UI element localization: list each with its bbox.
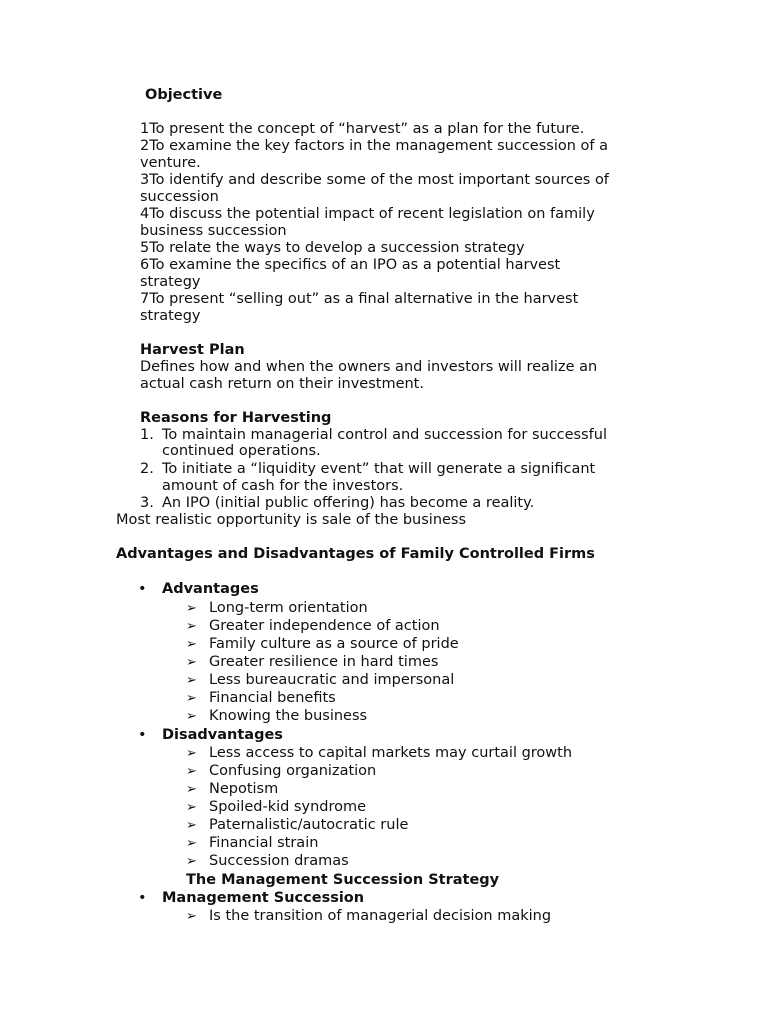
objective-line: 2To examine the key factors in the management succession of a bbox=[140, 138, 609, 154]
objective-line: venture. bbox=[140, 155, 201, 171]
harvest-plan-line: actual cash return on their investment. bbox=[140, 376, 424, 392]
bullet-icon: • bbox=[138, 581, 147, 597]
arrow-bullet-icon: ➢ bbox=[186, 655, 197, 670]
arrow-bullet-icon: ➢ bbox=[186, 909, 197, 924]
advantage-item: Knowing the business bbox=[209, 708, 368, 724]
objective-line: 6To examine the specifics of an IPO as a potential harvest bbox=[140, 257, 561, 273]
disadvantage-item: Paternalistic/autocratic rule bbox=[209, 817, 409, 833]
harvest-plan-line: Defines how and when the owners and investors will realize an bbox=[140, 359, 598, 375]
objective-line: 5To relate the ways to develop a succession strategy bbox=[140, 240, 525, 256]
succession-item: Is the transition of managerial decision making bbox=[209, 908, 552, 924]
disadvantages-label: Disadvantages bbox=[162, 727, 283, 743]
objective-line: 7To present “selling out” as a final alternative in the harvest bbox=[140, 291, 579, 307]
reason-text: continued operations. bbox=[162, 443, 321, 459]
objective-line: strategy bbox=[140, 308, 201, 324]
arrow-bullet-icon: ➢ bbox=[186, 746, 197, 761]
succession-strategy-heading: The Management Succession Strategy bbox=[186, 872, 500, 888]
objective-line: 4To discuss the potential impact of recent legislation on family bbox=[140, 206, 595, 222]
arrow-bullet-icon: ➢ bbox=[186, 601, 197, 616]
objective-line: 3To identify and describe some of the most important sources of bbox=[140, 172, 609, 188]
advantage-item: Greater independence of action bbox=[209, 618, 440, 634]
disadvantage-item: Succession dramas bbox=[209, 853, 349, 869]
disadvantage-item: Less access to capital markets may curtail growth bbox=[209, 745, 573, 761]
arrow-bullet-icon: ➢ bbox=[186, 764, 197, 779]
disadvantage-item: Financial strain bbox=[209, 835, 319, 851]
disadvantage-item: Nepotism bbox=[209, 781, 279, 797]
arrow-bullet-icon: ➢ bbox=[186, 637, 197, 652]
reason-number: 2. bbox=[140, 461, 154, 477]
arrow-bullet-icon: ➢ bbox=[186, 673, 197, 688]
advantage-item: Greater resilience in hard times bbox=[209, 654, 439, 670]
reason-text: To maintain managerial control and succession for successful bbox=[162, 427, 607, 443]
reason-number: 3. bbox=[140, 495, 154, 511]
advantage-item: Financial benefits bbox=[209, 690, 336, 706]
advantage-item: Family culture as a source of pride bbox=[209, 636, 459, 652]
disadvantage-item: Confusing organization bbox=[209, 763, 377, 779]
management-succession-label: Management Succession bbox=[162, 890, 365, 906]
arrow-bullet-icon: ➢ bbox=[186, 836, 197, 851]
arrow-bullet-icon: ➢ bbox=[186, 818, 197, 833]
bullet-icon: • bbox=[138, 727, 147, 743]
objective-line: business succession bbox=[140, 223, 287, 239]
reason-number: 1. bbox=[140, 427, 154, 443]
arrow-bullet-icon: ➢ bbox=[186, 691, 197, 706]
arrow-bullet-icon: ➢ bbox=[186, 709, 197, 724]
advantage-item: Less bureaucratic and impersonal bbox=[209, 672, 455, 688]
harvest-plan-heading: Harvest Plan bbox=[140, 342, 245, 358]
disadvantage-item: Spoiled-kid syndrome bbox=[209, 799, 367, 815]
arrow-bullet-icon: ➢ bbox=[186, 854, 197, 869]
advantage-item: Long-term orientation bbox=[209, 600, 368, 616]
adv-disadv-heading: Advantages and Disadvantages of Family Controlled Firms bbox=[116, 546, 595, 562]
reasons-heading: Reasons for Harvesting bbox=[140, 410, 332, 426]
objective-line: succession bbox=[140, 189, 219, 205]
arrow-bullet-icon: ➢ bbox=[186, 800, 197, 815]
reason-text: To initiate a “liquidity event” that will generate a significant bbox=[162, 461, 596, 477]
bullet-icon: • bbox=[138, 890, 147, 906]
reason-text: An IPO (initial public offering) has become a reality. bbox=[162, 495, 535, 511]
arrow-bullet-icon: ➢ bbox=[186, 782, 197, 797]
reasons-note: Most realistic opportunity is sale of the business bbox=[116, 512, 467, 528]
arrow-bullet-icon: ➢ bbox=[186, 619, 197, 634]
objective-heading: Objective bbox=[145, 87, 223, 103]
objective-line: 1To present the concept of “harvest” as a plan for the future. bbox=[140, 121, 585, 137]
reason-text: amount of cash for the investors. bbox=[162, 478, 404, 494]
objective-line: strategy bbox=[140, 274, 201, 290]
advantages-label: Advantages bbox=[162, 581, 259, 597]
